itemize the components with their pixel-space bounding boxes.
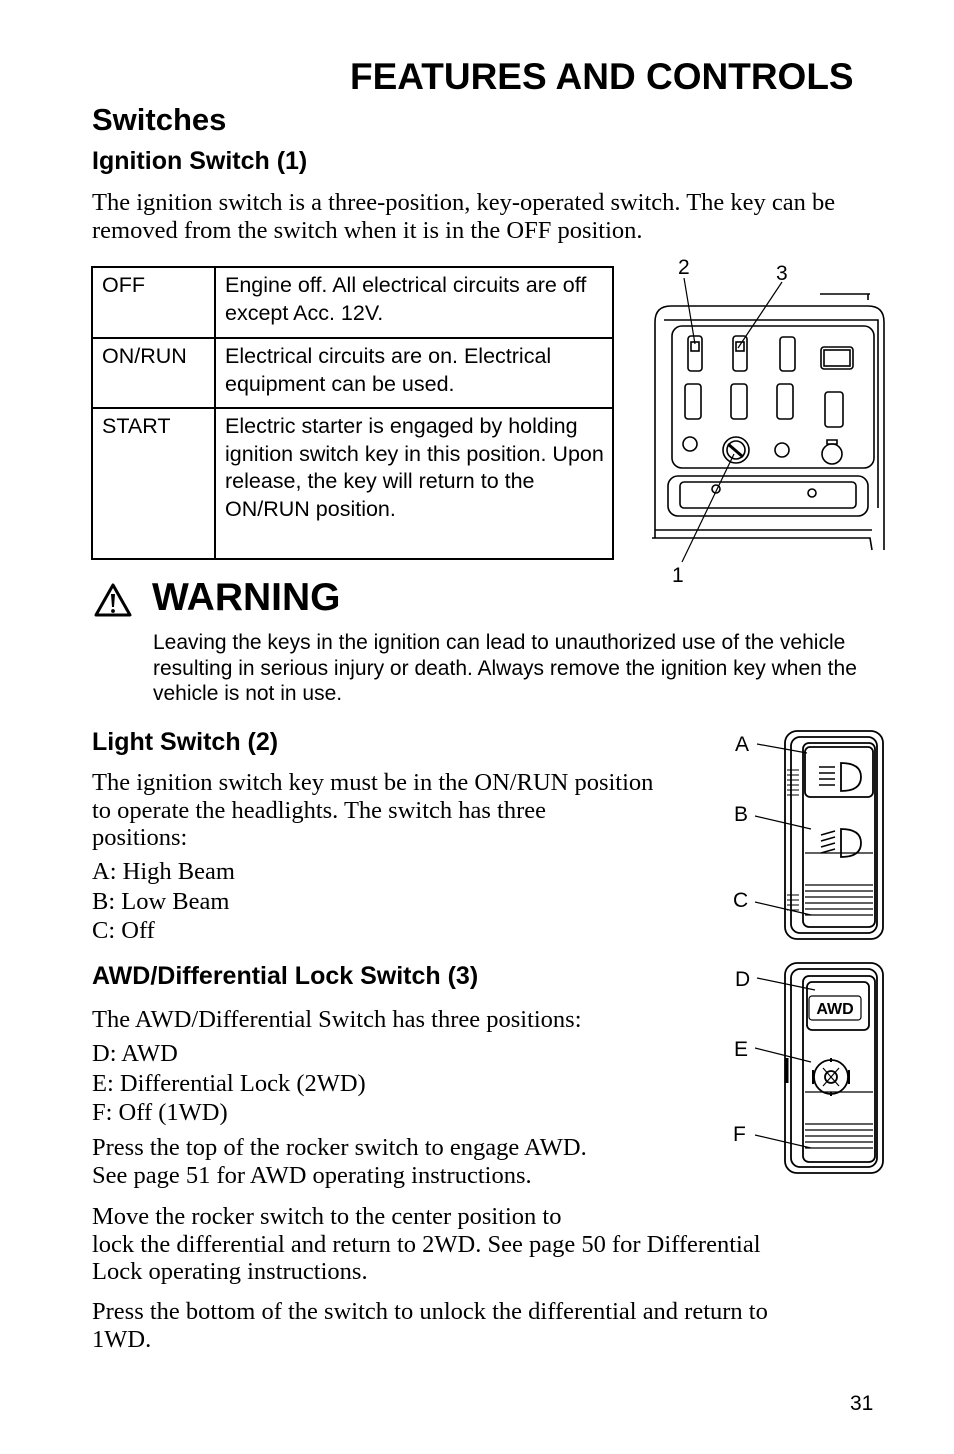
awd-paragraph-1 xyxy=(92,1134,587,1189)
light-switch-intro xyxy=(92,769,653,852)
awd-switch-options xyxy=(92,1039,366,1128)
awd-paragraph-2 xyxy=(92,1203,761,1286)
text-line: See page 51 for AWD operating instructions. xyxy=(92,1161,532,1189)
callout-e: E xyxy=(734,1038,749,1061)
text-line: Move the rocker switch to the center position to xyxy=(92,1203,562,1230)
text-line: positions: xyxy=(92,824,188,851)
awd-rocker-switch-illustration xyxy=(725,958,890,1178)
callout-d: D xyxy=(735,968,751,991)
callout-c: C xyxy=(733,889,749,912)
position-cell: START xyxy=(92,408,215,559)
warning-text: Leaving the keys in the ignition can lead to unauthorized use of the vehicle resulting in serious injury or death. Always remove the ignition key when the vehicle is not in use. xyxy=(153,631,857,705)
awd-paragraph-3 xyxy=(92,1298,768,1353)
table-row xyxy=(92,267,613,338)
list-item: F: Off (1WD) xyxy=(92,1099,228,1126)
text-line: Press the bottom of the switch to unlock the differential and return to xyxy=(92,1298,768,1325)
table-row xyxy=(92,408,613,559)
dashboard-panel-illustration xyxy=(640,250,900,590)
ignition-panel-figure xyxy=(640,250,900,590)
list-item: A: High Beam xyxy=(92,858,235,885)
callout-1: 1 xyxy=(672,564,684,587)
light-rocker-switch-illustration xyxy=(725,725,890,945)
description-cell: Engine off. All electrical circuits are off except Acc. 12V. xyxy=(215,267,613,338)
awd-switch-label: AWD xyxy=(816,1001,854,1018)
ignition-switch-intro: The ignition switch is a three-position, key-operated switch. The key can be removed from the switch when it is in the OFF position. xyxy=(92,189,836,244)
text-line: lock the differential and return to 2WD. See page 50 for Differential xyxy=(92,1230,761,1258)
position-cell: OFF xyxy=(92,267,215,338)
warning-icon xyxy=(94,583,132,617)
ignition-switch-heading: Ignition Switch (1) xyxy=(92,147,308,175)
callout-a: A xyxy=(735,733,750,756)
text-line: The ignition switch key must be in the ON/RUN position xyxy=(92,769,654,796)
list-item: B: Low Beam xyxy=(92,887,230,915)
list-item: C: Off xyxy=(92,917,155,944)
page-number: 31 xyxy=(850,1392,874,1415)
text-line: Press the top of the rocker switch to engage AWD. xyxy=(92,1134,587,1161)
ignition-position-table xyxy=(91,266,614,560)
table-row xyxy=(92,338,613,408)
text-line: 1WD. xyxy=(92,1325,152,1353)
callout-2: 2 xyxy=(678,256,690,279)
light-switch-heading: Light Switch (2) xyxy=(92,728,279,756)
awd-switch-heading: AWD/Differential Lock Switch (3) xyxy=(92,962,479,990)
light-switch-options xyxy=(92,857,235,946)
awd-switch-figure xyxy=(725,958,890,1178)
callout-3: 3 xyxy=(776,262,788,285)
warning-title: WARNING xyxy=(152,576,341,619)
position-cell: ON/RUN xyxy=(92,338,215,408)
description-cell: Electrical circuits are on. Electrical equipment can be used. xyxy=(215,338,613,408)
callout-b: B xyxy=(734,803,749,826)
text-line: Lock operating instructions. xyxy=(92,1258,368,1285)
light-switch-figure xyxy=(725,725,890,945)
text-line: to operate the headlights. The switch has three xyxy=(92,796,547,824)
page-title: FEATURES AND CONTROLS xyxy=(350,56,854,97)
section-heading-switches: Switches xyxy=(92,102,227,137)
description-cell: Electric starter is engaged by holding ignition switch key in this position. Upon release, the key will return to the ON/RUN position. xyxy=(215,408,613,559)
list-item: E: Differential Lock (2WD) xyxy=(92,1069,366,1097)
callout-f: F xyxy=(733,1123,746,1146)
list-item: D: AWD xyxy=(92,1040,178,1067)
awd-switch-intro: The AWD/Differential Switch has three positions: xyxy=(92,1006,582,1033)
